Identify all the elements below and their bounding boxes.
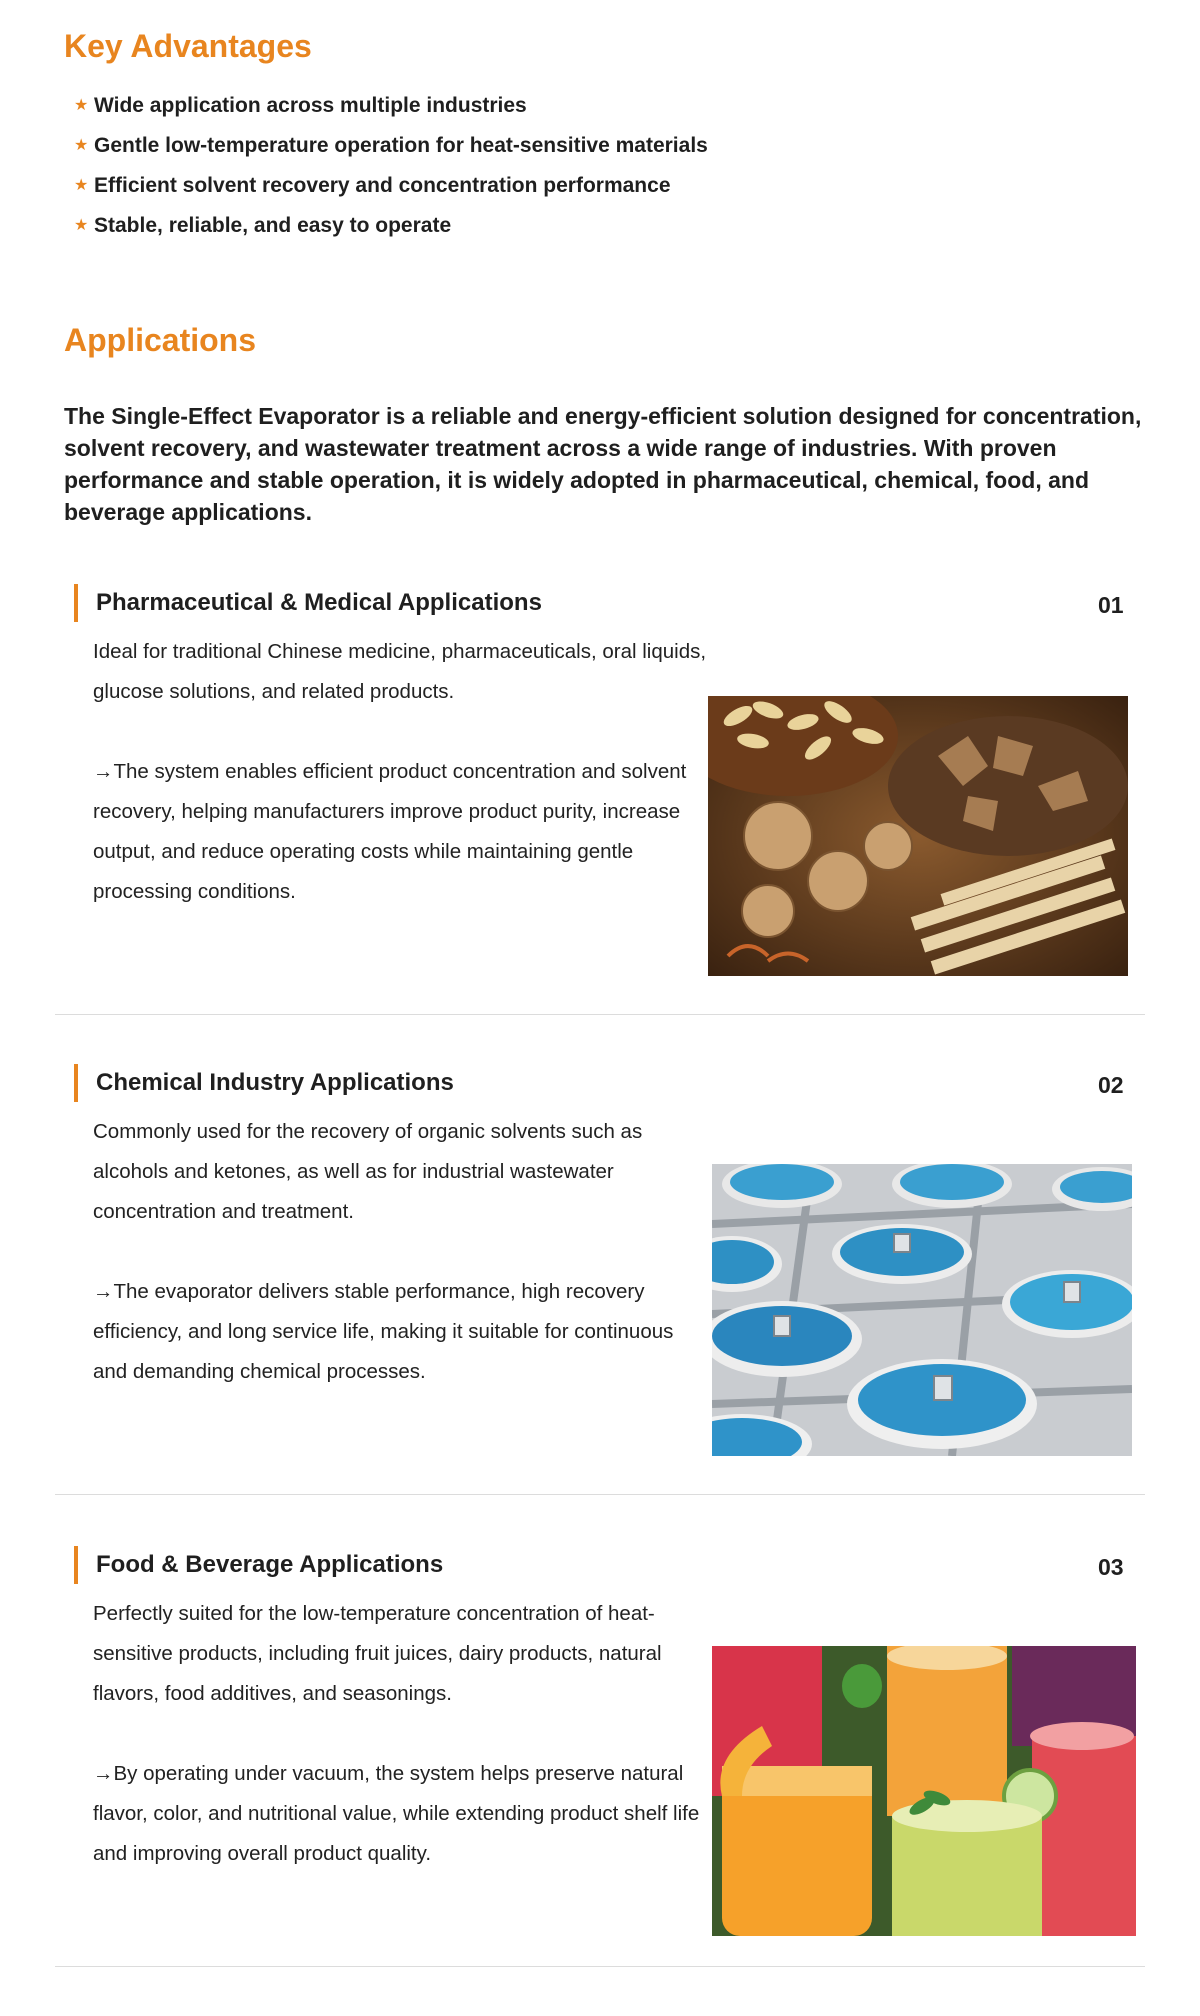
divider (55, 1966, 1145, 1967)
application-description: Perfectly suited for the low-temperature concentration of heat-sensitive products, including fruit juices, dairy products, natural flavors, food additives, and seasonings. (93, 1602, 662, 1705)
application-heading: Pharmaceutical & Medical Applications (96, 589, 542, 616)
accent-bar (74, 1546, 78, 1584)
fruit-juices-photo (712, 1646, 1136, 1936)
advantage-text: Wide application across multiple industries (94, 94, 527, 117)
star-icon: ★ (74, 137, 89, 154)
advantage-text: Efficient solvent recovery and concentration performance (94, 174, 671, 197)
application-description: Ideal for traditional Chinese medicine, pharmaceuticals, oral liquids, glucose solutions, and related products. (93, 640, 707, 703)
applications-title: Applications (64, 322, 257, 358)
application-number: 01 (1098, 592, 1124, 618)
chemical-tanks-photo (712, 1164, 1132, 1456)
divider (55, 1014, 1145, 1015)
application-benefit: →The system enables efficient product concentration and solvent recovery, helping manufacturers improve product purity, increase output, and reduce operating costs while maintaining gentle processing conditions. (93, 760, 687, 903)
advantage-item (74, 166, 708, 206)
key-advantages-title: Key Advantages (64, 28, 312, 64)
application-number: 02 (1098, 1072, 1124, 1098)
application-heading: Chemical Industry Applications (96, 1069, 454, 1096)
application-description: Commonly used for the recovery of organic solvents such as alcohols and ketones, as well as for industrial wastewater concentration and treatment. (93, 1120, 643, 1223)
key-advantages-list (74, 86, 708, 246)
application-benefit: →The evaporator delivers stable performance, high recovery efficiency, and long service life, making it suitable for continuous and demanding chemical processes. (93, 1280, 674, 1383)
accent-bar (74, 584, 78, 622)
application-body (93, 1594, 713, 1874)
advantage-item (74, 206, 708, 246)
advantage-text: Stable, reliable, and easy to operate (94, 214, 452, 237)
herbal-medicine-photo (708, 696, 1128, 976)
application-benefit: →By operating under vacuum, the system helps preserve natural flavor, color, and nutritional value, while extending product shelf life and improving overall product quality. (93, 1762, 700, 1865)
advantage-item (74, 86, 708, 126)
application-body (93, 1112, 713, 1392)
advantage-text: Gentle low-temperature operation for heat-sensitive materials (94, 134, 708, 157)
star-icon: ★ (74, 217, 89, 234)
advantage-item (74, 126, 708, 166)
accent-bar (74, 1064, 78, 1102)
applications-intro: The Single-Effect Evaporator is a reliable and energy-efficient solution designed for concentration, solvent recovery, and wastewater treatment across a wide range of industries. With proven performance and stable operation, it is widely adopted in pharmaceutical, chemical, food, and beverage applications. (64, 403, 1142, 525)
application-number: 03 (1098, 1554, 1124, 1580)
divider (55, 1494, 1145, 1495)
star-icon: ★ (74, 97, 89, 114)
application-heading: Food & Beverage Applications (96, 1551, 444, 1578)
star-icon: ★ (74, 177, 89, 194)
application-body (93, 632, 713, 912)
